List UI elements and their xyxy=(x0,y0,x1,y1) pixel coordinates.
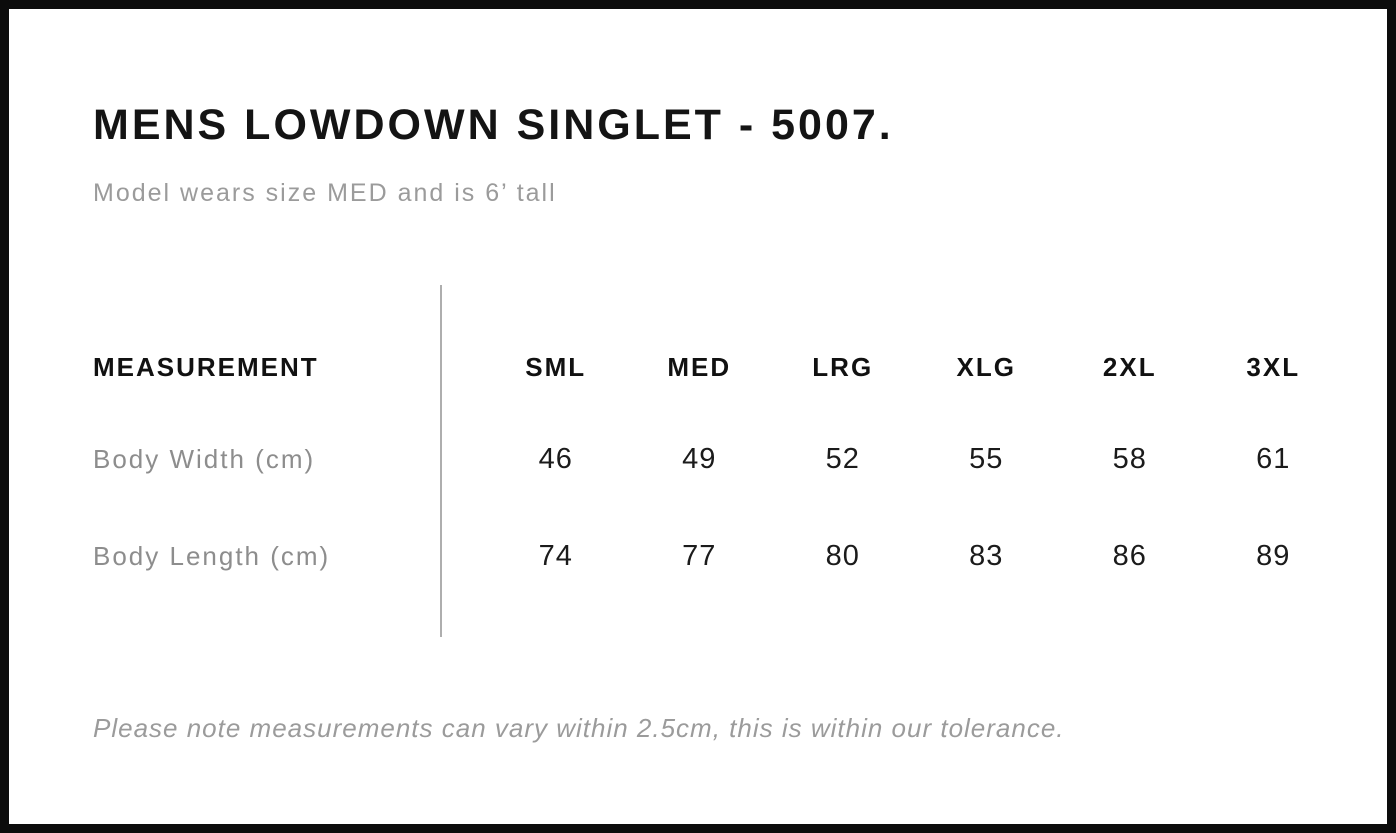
row-label-body-length: Body Length (cm) xyxy=(93,540,331,571)
cell-body-width-med: 49 xyxy=(682,442,717,475)
table-row-body-width xyxy=(93,435,1345,483)
size-chart-table xyxy=(93,285,1345,637)
row-label-body-width: Body Width (cm) xyxy=(93,443,316,474)
cell-body-width-2xl: 58 xyxy=(1112,442,1147,475)
column-header-lrg: LRG xyxy=(812,351,874,382)
cell-body-width-lrg: 52 xyxy=(825,442,860,475)
cell-body-width-3xl: 61 xyxy=(1256,442,1291,475)
column-header-measurement: MEASUREMENT xyxy=(93,351,319,382)
cell-body-length-2xl: 86 xyxy=(1112,539,1147,572)
cell-body-length-lrg: 80 xyxy=(825,539,860,572)
cell-body-length-sml: 74 xyxy=(538,539,573,572)
column-header-med: MED xyxy=(667,351,732,382)
table-row-body-length xyxy=(93,532,1345,580)
cell-body-length-xlg: 83 xyxy=(969,539,1004,572)
model-size-note: Model wears size MED and is 6’ tall xyxy=(93,179,557,207)
column-header-xlg: XLG xyxy=(956,351,1016,382)
cell-body-width-sml: 46 xyxy=(538,442,573,475)
cell-body-length-med: 77 xyxy=(682,539,717,572)
cell-body-width-xlg: 55 xyxy=(969,442,1004,475)
column-header-3xl: 3XL xyxy=(1246,351,1301,382)
column-header-sml: SML xyxy=(525,351,587,382)
product-title: MENS LOWDOWN SINGLET - 5007. xyxy=(93,101,894,149)
column-header-2xl: 2XL xyxy=(1102,351,1157,382)
size-chart-header-row xyxy=(93,343,1345,391)
cell-body-length-3xl: 89 xyxy=(1256,539,1291,572)
tolerance-note: Please note measurements can vary within 2.5cm, this is within our tolerance. xyxy=(93,713,1065,743)
